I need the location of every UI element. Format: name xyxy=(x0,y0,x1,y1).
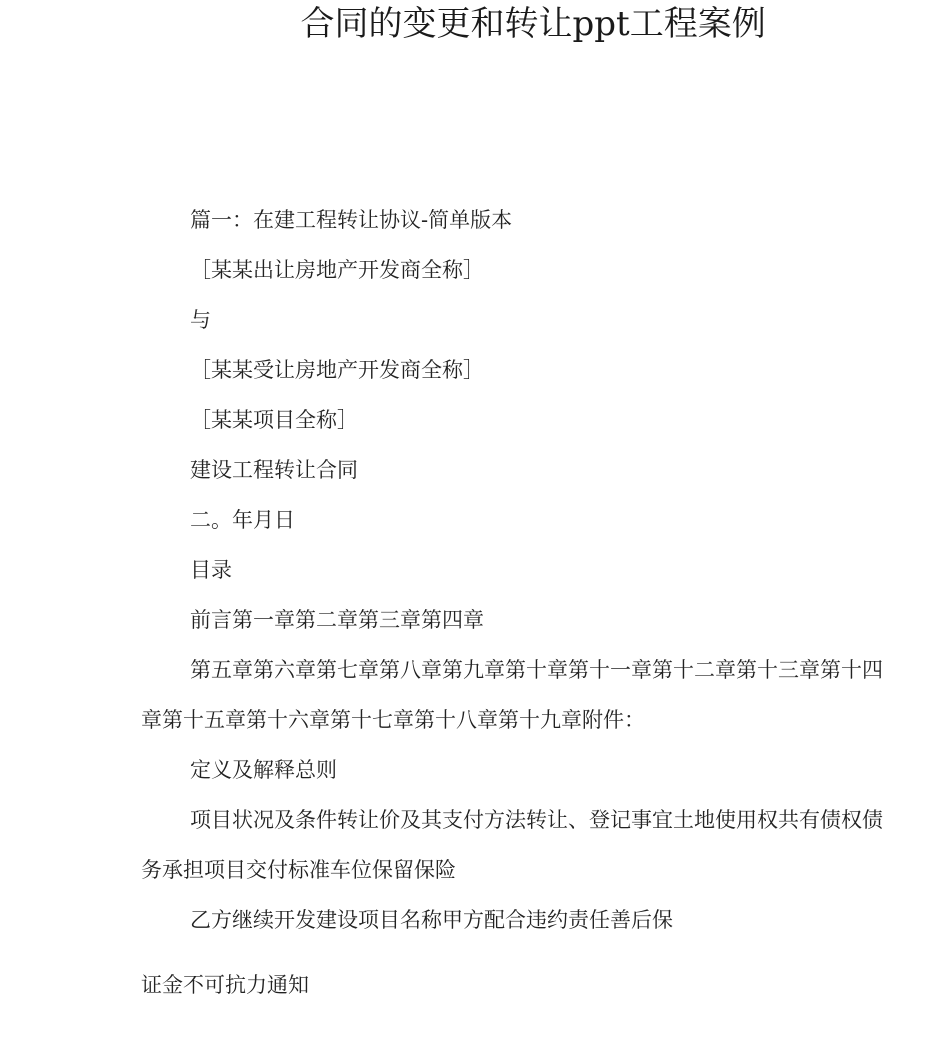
text-line: 篇一：在建工程转让协议-简单版本 xyxy=(190,208,513,232)
text-line: ［某某项目全称］ xyxy=(190,408,358,432)
text-line: 建设工程转让合同 xyxy=(190,458,358,482)
text-line: 证金不可抗力通知 xyxy=(141,973,309,997)
text-line: 乙方继续开发建设项目名称甲方配合违约责任善后保 xyxy=(190,908,673,932)
text-line: 前言第一章第二章第三章第四章 xyxy=(190,608,484,632)
text-line: 章第十五章第十六章第十七章第十八章第十九章附件： xyxy=(141,708,645,732)
text-line: 第五章第六章第七章第八章第九章第十章第十一章第十二章第十三章第十四 xyxy=(190,658,883,682)
text-line: ［某某出让房地产开发商全称］ xyxy=(190,258,484,282)
text-line: ［某某受让房地产开发商全称］ xyxy=(190,358,484,382)
document-title: 合同的变更和转让ppt工程案例 xyxy=(300,4,766,44)
text-line: 项目状况及条件转让价及其支付方法转让、登记事宜土地使用权共有债权债 xyxy=(190,808,883,832)
text-line: 务承担项目交付标准车位保留保险 xyxy=(141,858,456,882)
text-line: 与 xyxy=(190,308,211,332)
text-line: 定义及解释总则 xyxy=(190,758,337,782)
text-line: 目录 xyxy=(190,558,232,582)
text-line: 二。年月日 xyxy=(190,508,295,532)
